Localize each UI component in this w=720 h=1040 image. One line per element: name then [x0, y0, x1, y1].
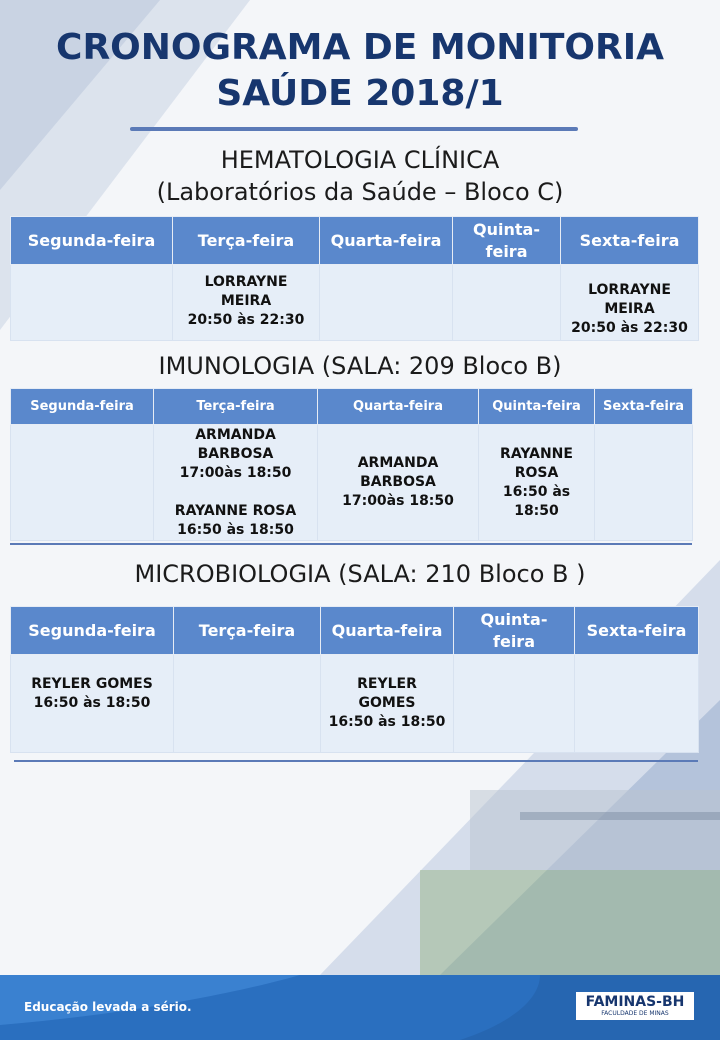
schedule-cell [575, 655, 699, 753]
footer-tagline: Educação levada a sério. [24, 1000, 192, 1014]
schedule-cell [11, 265, 173, 341]
day-header: Quinta-feira [479, 389, 595, 425]
day-header: Terça-feira [174, 607, 321, 655]
section-title-imunologia: IMUNOLOGIA (SALA: 209 Bloco B) [158, 352, 562, 380]
poster-title-line1: CRONOGRAMA DE MONITORIA [56, 27, 664, 68]
table-row [11, 265, 699, 341]
day-header: Terça-feira [154, 389, 318, 425]
schedule-cell: REYLER GOMES 16:50 às 18:50 [321, 655, 454, 753]
schedule-cell [174, 655, 321, 753]
day-header: Quarta-feira [320, 217, 453, 265]
schedule-table-hematologia [10, 216, 699, 341]
logo-name: FAMINAS-BH [585, 994, 685, 1010]
day-header: Terça-feira [173, 217, 320, 265]
schedule-cell [453, 265, 561, 341]
table-header-row [11, 607, 699, 655]
table-row [11, 655, 699, 753]
logo-subtitle: FACULDADE DE MINAS [601, 1010, 669, 1017]
day-header: Segunda-feira [11, 217, 173, 265]
day-header: Segunda-feira [11, 389, 154, 425]
schedule-cell [595, 425, 693, 541]
schedule-cell: RAYANNE ROSA 16:50 às 18:50 [479, 425, 595, 541]
section-title-hematologia: HEMATOLOGIA CLÍNICA [220, 146, 500, 174]
day-header: Sexta-feira [595, 389, 693, 425]
schedule-table-microbiologia [10, 606, 699, 753]
schedule-cell: LORRAYNE MEIRA 20:50 às 22:30 [561, 265, 699, 341]
section-divider [10, 543, 692, 545]
day-header: Quinta- feira [454, 607, 575, 655]
table-row [11, 425, 693, 541]
schedule-cell: REYLER GOMES 16:50 às 18:50 [11, 655, 174, 753]
table-header-row [11, 217, 699, 265]
schedule-cell [11, 425, 154, 541]
day-header: Sexta-feira [575, 607, 699, 655]
schedule-cell: LORRAYNE MEIRA 20:50 às 22:30 [173, 265, 320, 341]
section-title-microbiologia: MICROBIOLOGIA (SALA: 210 Bloco B ) [134, 560, 586, 588]
day-header: Segunda-feira [11, 607, 174, 655]
day-header: Sexta-feira [561, 217, 699, 265]
schedule-table-imunologia [10, 388, 693, 541]
day-header: Quarta-feira [321, 607, 454, 655]
poster-title-line2: SAÚDE 2018/1 [216, 73, 504, 114]
day-header: Quarta-feira [318, 389, 479, 425]
section-divider [14, 760, 698, 762]
section-subtitle-hematologia: (Laboratórios da Saúde – Bloco C) [156, 178, 564, 206]
schedule-cell: ARMANDA BARBOSA 17:00às 18:50 RAYANNE ROSA 16:50 às 18:50 [154, 425, 318, 541]
title-divider [130, 127, 578, 131]
schedule-cell [320, 265, 453, 341]
faminas-logo [576, 992, 694, 1020]
table-header-row [11, 389, 693, 425]
day-header: Quinta- feira [453, 217, 561, 265]
schedule-cell [454, 655, 575, 753]
schedule-cell: ARMANDA BARBOSA 17:00às 18:50 [318, 425, 479, 541]
